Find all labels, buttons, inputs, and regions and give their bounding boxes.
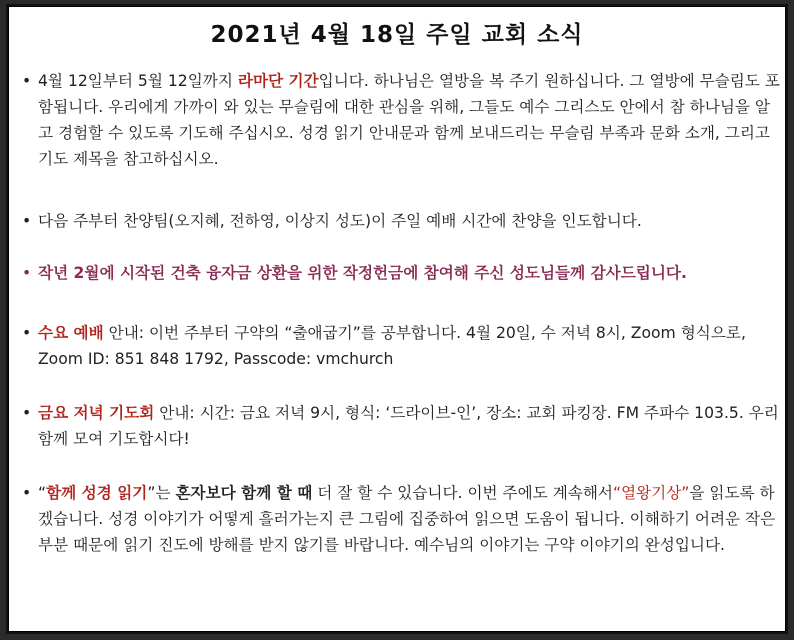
notice-text: 을 읽도록 하겠습니다. 성경 이야기가 어떻게 흘러가는지 큰 그림에 집중하여 읽으면 도움이 됩니다. 이해하기 어려운 작은 부분 때문에 읽기 진도에 방해를 받지 않기를 바랍니다. 예수님의 이야기는 구약 이야기의 완성입니다.	[38, 484, 776, 554]
highlight-friday: 금요 저녁 기도회	[38, 404, 155, 422]
highlight-wednesday: 수요 예배	[38, 324, 104, 342]
bulletin-frame	[6, 4, 788, 634]
notice-text: 4월 12일부터 5월 12일까지	[38, 72, 238, 90]
notice-item-friday-prayer	[22, 400, 780, 480]
notice-text: 입니다. 하나님은 열방을 복 주기 원하십니다. 그 열방에 무슬림도 포함됩니다. 우리에게 가까이 와 있는 무슬림에 대한 관심을 위해, 그들도 예수 그리스도 안에서 참 하나님을 알고 경험할 수 있도록 기도해 주십시오. 성경 읽기 안내문과 함께 보내드리는 무슬림 부족과 문화 소개, 그리고 기도 제목을 참고하십시오.	[38, 72, 780, 168]
highlight-ramadan: 라마단 기간	[237, 72, 319, 90]
notice-item-thanks	[22, 260, 780, 320]
bulletin-title: 2021년 4월 18일 주일 교회 소식	[210, 22, 584, 48]
notice-item-bible-reading	[22, 480, 780, 558]
notice-item-wednesday-service	[22, 320, 780, 400]
notice-text: 다음 주부터 찬양팀(오지혜, 전하영, 이상지 성도)이 주일 예배 시간에 찬양을 인도합니다.	[38, 212, 642, 230]
notice-item-ramadan	[22, 68, 780, 208]
notice-text: 안내: 시간: 금요 저녁 9시, 형식: ‘드라이브-인’, 장소: 교회 파킹장. FM 주파수 103.5. 우리 함께 모여 기도합시다!	[38, 404, 779, 448]
notice-item-praise-team	[22, 208, 780, 260]
notice-text: 는	[155, 484, 176, 502]
highlight-kings: “열왕기상”	[612, 484, 690, 502]
bold-together: 혼자보다 함께 할 때	[175, 484, 313, 502]
thanks-text: 작년 2월에 시작된 건축 융자금 상환을 위한 작정헌금에 참여해 주신 성도님들께 감사드립니다.	[38, 264, 687, 282]
notice-list	[22, 68, 780, 558]
notice-text: “	[38, 484, 47, 502]
notice-text: ”	[147, 484, 156, 502]
notice-text: 더 잘 할 수 있습니다. 이번 주에도 계속해서	[312, 484, 613, 502]
highlight-bible-reading: 함께 성경 읽기	[46, 484, 148, 502]
notice-text: 안내: 이번 주부터 구약의 “출애굽기”를 공부합니다. 4월 20일, 수 저녁 8시, Zoom 형식으로, Zoom ID: 851 848 1792, Passcode: vmchurch	[38, 324, 746, 368]
